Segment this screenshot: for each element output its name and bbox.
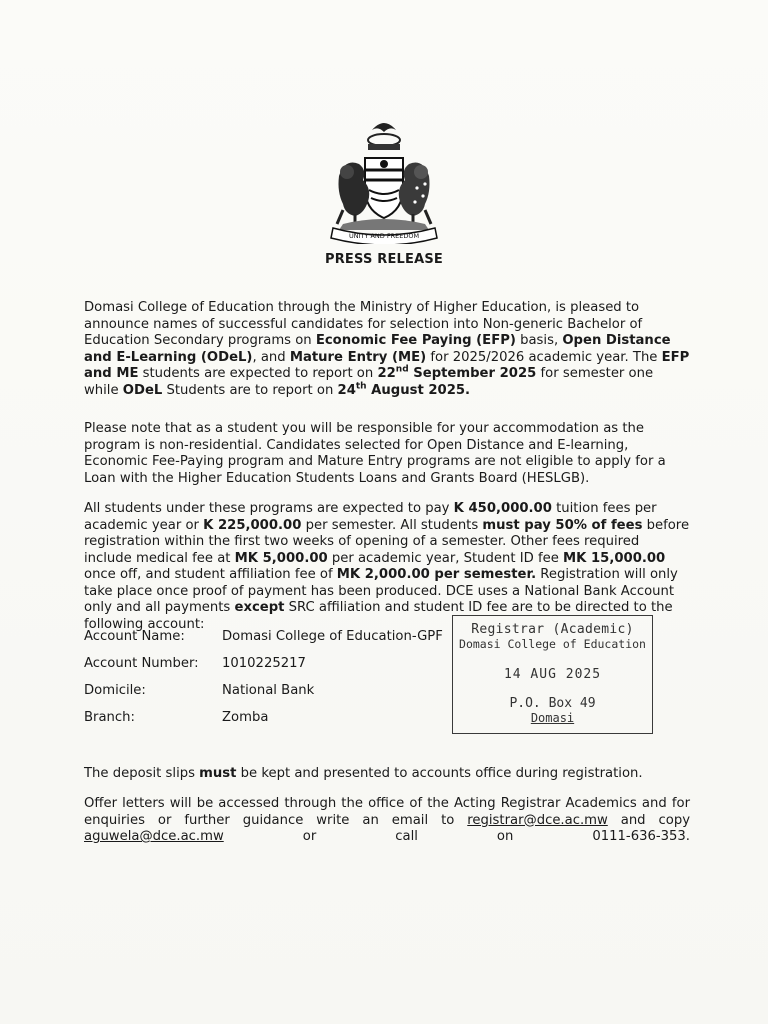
- paragraph-contact: Offer letters will be accessed through the office of the Acting Registrar Academics and for enquiries or further guidance write an email to registrar@dce.ac.mw and copy aguwela@dce.ac.mw or call on 0111-636-353.: [84, 796, 690, 844]
- account-value: 1010225217: [222, 656, 306, 671]
- stamp-registrar: Registrar (Academic): [471, 622, 634, 637]
- paragraph-accommodation: Please note that as a student you will be responsible for your accommodation as the program is non-residential. Candidates selected for Open Distance and E-learning, Economic Fee-Paying program and Mature Entry programs are not eligible to apply for a Loan with the Higher Education Students Loans and Grants Board (HESLGB).: [84, 421, 666, 486]
- email-link-registrar[interactable]: registrar@dce.ac.mw: [467, 812, 608, 828]
- registrar-stamp: [452, 615, 653, 734]
- account-row: [84, 709, 454, 736]
- account-label: Domicile:: [84, 683, 146, 698]
- account-row: [84, 628, 454, 655]
- paragraph-announcement: Domasi College of Education through the Ministry of Higher Education, is pleased to announce names of successful candidates for selection into Non-generic Bachelor of Education Secondary programs on Economic Fee Paying (EFP) basis, Open Distance and E-Learning (ODeL), and Mature Entry (ME) for 2025/2026 academic year. The EFP and ME students are expected to report on 22nd September 2025 for semester one while ODeL Students are to report on 24th August 2025.: [84, 300, 690, 398]
- account-label: Account Number:: [84, 656, 199, 671]
- email-link-aguwela[interactable]: aguwela@dce.ac.mw: [84, 829, 224, 844]
- stamp-po-box: P.O. Box 49: [509, 696, 596, 711]
- account-value: Domasi College of Education-GPF: [222, 629, 443, 644]
- stamp-date: 14 AUG 2025: [503, 667, 602, 682]
- account-label: Branch:: [84, 710, 135, 725]
- stamp-place: Domasi: [530, 711, 575, 725]
- paragraph-deposit-slips: The deposit slips must be kept and presented to accounts office during registration.: [84, 766, 643, 781]
- paragraph-fees: All students under these programs are expected to pay K 450,000.00 tuition fees per academic year or K 225,000.00 per semester. All students must pay 50% of fees before registration within the first two weeks of opening of a semester. Other fees required include medical fee at MK 5,000.00 per academic year, Student ID fee MK 15,000.00 once off, and student affiliation fee of MK 2,000.00 per semester. Registration will only take place once proof of payment has been produced. DCE uses a National Bank Account only and all payments except SRC affiliation and student ID fee are to be directed to the following account:: [84, 501, 690, 632]
- coat-of-arms-emblem: [325, 118, 443, 244]
- crest-motto: UNITY AND FREEDOM: [348, 232, 420, 240]
- account-label: Account Name:: [84, 629, 185, 644]
- stamp-college: Domasi College of Education: [459, 637, 646, 651]
- document-title: PRESS RELEASE: [324, 252, 444, 267]
- account-row: [84, 655, 454, 682]
- account-details: [84, 628, 454, 736]
- account-value: National Bank: [222, 683, 315, 698]
- account-row: [84, 682, 454, 709]
- account-value: Zomba: [222, 710, 269, 725]
